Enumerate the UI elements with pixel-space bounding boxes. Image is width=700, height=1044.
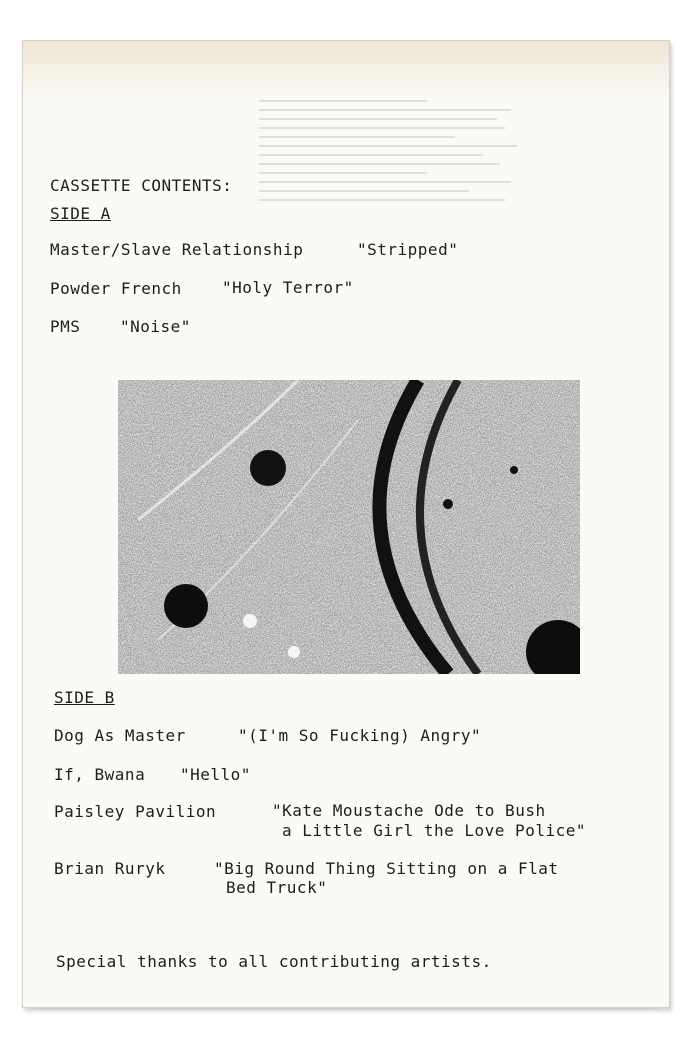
track-artist: PMS (50, 317, 81, 336)
halftone-photo (118, 380, 580, 674)
side-a-heading: SIDE A (50, 204, 111, 223)
track-title: "Big Round Thing Sitting on a Flat (214, 859, 559, 878)
track-title-continuation: a Little Girl the Love Police" (282, 821, 586, 840)
track-artist: Paisley Pavilion (54, 802, 217, 821)
track-title: "Hello" (180, 765, 251, 784)
thanks-note: Special thanks to all contributing artists. (56, 952, 492, 971)
track-title: "Noise" (120, 317, 191, 336)
track-title: "Kate Moustache Ode to Bush (272, 801, 546, 820)
page-title: CASSETTE CONTENTS: (50, 176, 233, 195)
track-title-continuation: Bed Truck" (226, 878, 328, 897)
track-artist: Powder French (50, 279, 182, 298)
track-title: "Holy Terror" (222, 278, 354, 297)
bleed-through-text (259, 93, 539, 373)
track-artist: If, Bwana (54, 765, 146, 784)
track-artist: Brian Ruryk (54, 859, 166, 878)
track-artist: Dog As Master (54, 726, 186, 745)
track-title: "(I'm So Fucking) Angry" (238, 726, 482, 745)
track-artist: Master/Slave Relationship (50, 240, 304, 259)
paper-discoloration (23, 41, 669, 101)
track-title: "Stripped" (357, 240, 459, 259)
side-b-heading: SIDE B (54, 688, 115, 707)
